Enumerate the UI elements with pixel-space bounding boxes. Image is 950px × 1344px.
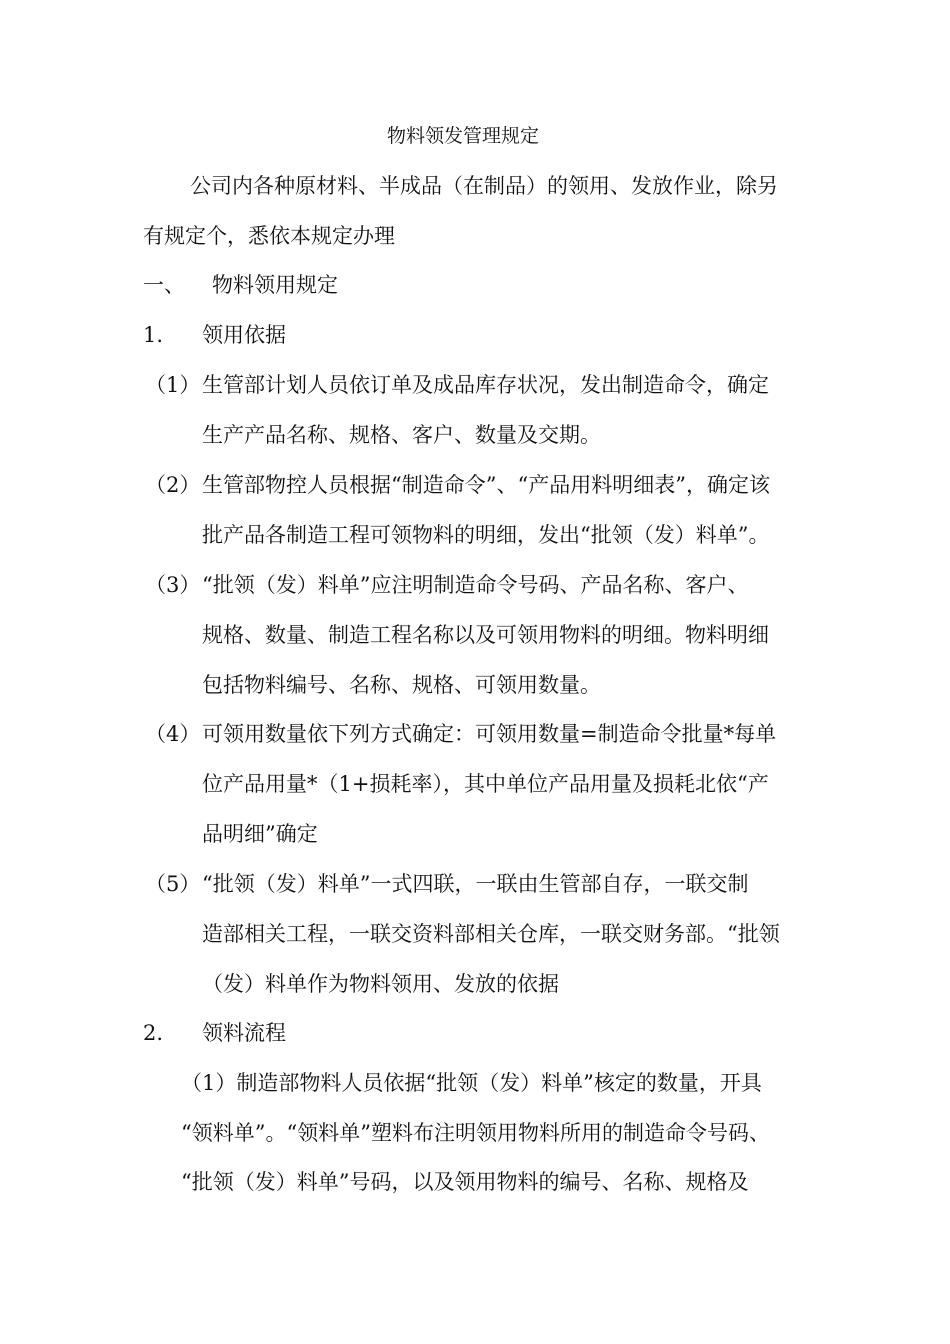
- item-5-line-1: “批领（发）料单”一式四联，一联由生管部自存，一联交制: [202, 872, 749, 896]
- item-5-line-3: （发）料单作为物料领用、发放的依据: [202, 972, 559, 996]
- item-3-line-2: 规格、数量、制造工程名称以及可领用物料的明细。物料明细: [202, 623, 769, 647]
- item-4-line-1: 可领用数量依下列方式确定：可领用数量=制造命令批量*每单: [202, 722, 777, 746]
- item-2-line-2: 批产品各制造工程可领物料的明细，发出“批领（发）料单”。: [202, 523, 770, 547]
- subsection-1-heading: 领用依据: [202, 323, 286, 347]
- section-1-number: 一、: [143, 273, 185, 297]
- item-5-number: （5）: [145, 872, 201, 896]
- subsection-1-number: 1.: [143, 323, 164, 347]
- item-2-line-1: 生管部物控人员根据“制造命令”、“产品用料明细表”，确定该: [202, 473, 770, 497]
- document-title: 物料领发管理规定: [387, 125, 540, 147]
- item-3-line-1: “批领（发）料单”应注明制造命令号码、产品名称、客户、: [202, 573, 749, 597]
- intro-line-1: 公司内各种原材料、半成品（在制品）的领用、发放作业，除另: [190, 174, 778, 198]
- item-1-line-1: 生管部计划人员依订单及成品库存状况，发出制造命令，确定: [202, 373, 769, 397]
- item-4-line-2: 位产品用量*（1+损耗率），其中单位产品用量及损耗北依“产: [202, 772, 769, 796]
- subsection-2-number: 2.: [143, 1021, 164, 1045]
- item-2-number: （2）: [145, 473, 201, 497]
- flow-item-line-1: （1）制造部物料人员依据“批领（发）料单”核定的数量，开具: [181, 1071, 762, 1095]
- flow-item-line-3: “批领（发）料单”号码，以及领用物料的编号、名称、规格及: [181, 1170, 749, 1194]
- item-4-line-3: 品明细”确定: [202, 822, 318, 846]
- subsection-2-heading: 领料流程: [202, 1021, 286, 1045]
- item-3-number: （3）: [145, 573, 201, 597]
- section-1-heading: 物料领用规定: [212, 273, 338, 297]
- item-1-number: （1）: [145, 373, 201, 397]
- intro-line-2: 有规定个，悉依本规定办理: [143, 224, 395, 248]
- item-1-line-2: 生产产品名称、规格、客户、数量及交期。: [202, 423, 601, 447]
- flow-item-line-2: “领料单”。“领料单”塑料布注明领用物料所用的制造命令号码、: [181, 1121, 770, 1145]
- item-5-line-2: 造部相关工程，一联交资料部相关仓库，一联交财务部。“批领: [202, 922, 780, 946]
- item-4-number: （4）: [145, 722, 201, 746]
- item-3-line-3: 包括物料编号、名称、规格、可领用数量。: [202, 673, 601, 697]
